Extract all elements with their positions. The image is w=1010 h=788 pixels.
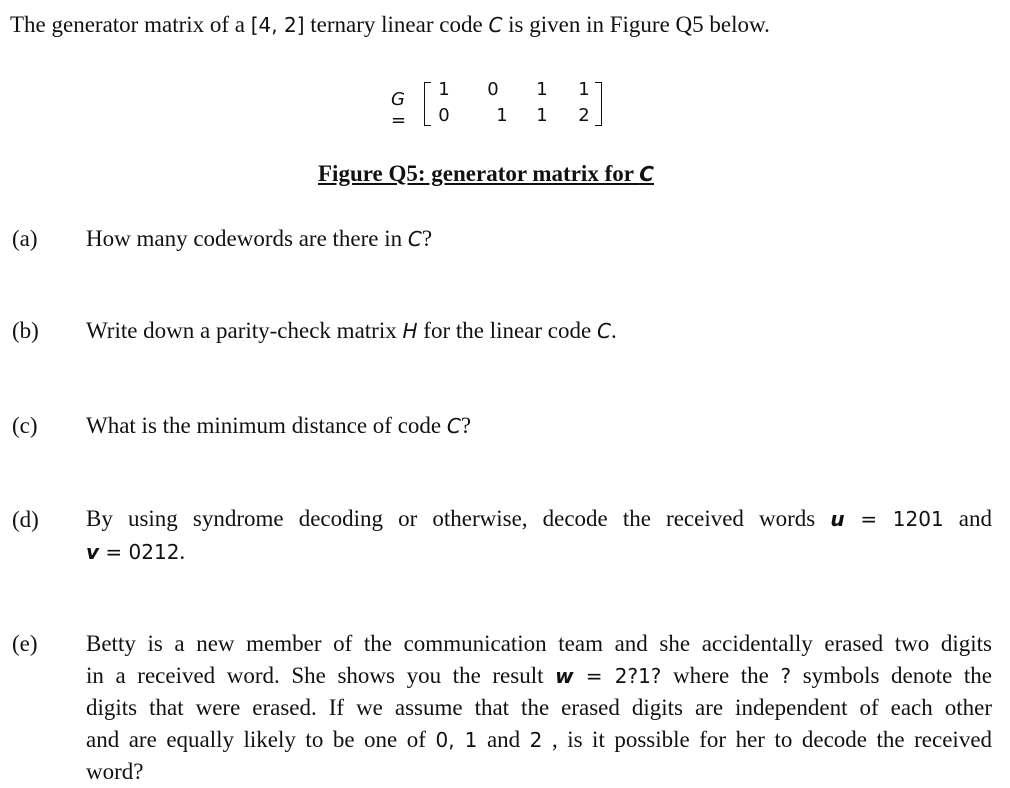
figure-caption bbox=[318, 161, 654, 187]
matrix-cell: 1 bbox=[438, 79, 450, 100]
vector-u-value: = 1201 bbox=[844, 507, 944, 531]
intro-text-c: is given in Figure Q5 below. bbox=[502, 12, 770, 37]
question-c-text: What is the minimum distance of code bbox=[86, 413, 447, 438]
question-a bbox=[86, 226, 432, 252]
code-symbol: C bbox=[488, 13, 503, 37]
matrix-right-bracket bbox=[595, 82, 602, 126]
caption-code-symbol: C bbox=[639, 162, 654, 186]
question-b-text-2: for the linear code bbox=[417, 318, 597, 343]
question-label-c: (c) bbox=[12, 413, 38, 438]
question-e-line-2 bbox=[86, 660, 992, 693]
code-symbol: C bbox=[407, 227, 422, 251]
matrix-cell: 1 bbox=[536, 79, 548, 100]
question-a-text: How many codewords are there in bbox=[86, 226, 408, 251]
question-label-d: (d) bbox=[12, 507, 39, 532]
question-b bbox=[86, 318, 617, 344]
vector-w: w bbox=[555, 663, 574, 688]
erasure-symbol: ? bbox=[780, 663, 792, 688]
question-label-e: (e) bbox=[12, 631, 38, 656]
vector-w-value: = 2?1? bbox=[573, 663, 662, 688]
digit-two: 2 bbox=[529, 727, 543, 752]
matrix-left-bracket bbox=[424, 82, 431, 126]
question-e-text-f: , is it possible for her to decode the received bbox=[551, 726, 993, 752]
matrix-label-text: G = bbox=[391, 89, 407, 131]
matrix-cell: 1 bbox=[536, 105, 548, 126]
question-e-text-e: and bbox=[486, 726, 530, 752]
question-d bbox=[86, 503, 992, 568]
question-e bbox=[86, 628, 992, 788]
question-label-b: (b) bbox=[12, 318, 39, 343]
matrix-label bbox=[391, 89, 406, 131]
question-e-line-1: Betty is a new member of the communication team and she accidentally erased two digits bbox=[86, 631, 992, 656]
question-e-text-c: symbols denote the bbox=[802, 662, 993, 688]
matrix-h-symbol: H bbox=[402, 319, 418, 343]
question-e-text-b: where the bbox=[673, 662, 781, 688]
vector-v: v bbox=[86, 539, 100, 564]
caption-text: Figure Q5: generator matrix for bbox=[318, 161, 640, 186]
intro-sentence bbox=[10, 12, 770, 38]
code-symbol: C bbox=[596, 319, 611, 343]
intro-text-a: The generator matrix of a bbox=[10, 12, 251, 37]
question-d-and: and bbox=[943, 506, 992, 531]
vector-v-value: = 0212 bbox=[99, 539, 180, 564]
intro-text-b: ternary linear code bbox=[304, 12, 489, 37]
matrix-cell: 1 bbox=[578, 79, 590, 100]
matrix-cell: 0 bbox=[487, 79, 499, 100]
question-d-line-2 bbox=[86, 536, 992, 569]
question-label-a: (a) bbox=[12, 226, 38, 251]
matrix-cell: 2 bbox=[578, 105, 590, 126]
question-e-line-4 bbox=[86, 724, 992, 757]
question-e-line-5: word? bbox=[86, 759, 144, 784]
question-e-text-d: and are equally likely to be one of bbox=[86, 726, 436, 752]
question-c-end: ? bbox=[460, 413, 472, 438]
question-e-text-a: in a received word. She shows you the result bbox=[86, 662, 556, 688]
question-c bbox=[86, 413, 471, 439]
vector-u: u bbox=[830, 507, 845, 531]
question-e-line-3: digits that were erased. If we assume that the erased digits are independent of each other bbox=[86, 695, 992, 720]
question-b-text: Write down a parity-check matrix bbox=[86, 318, 403, 343]
code-symbol: C bbox=[446, 414, 461, 438]
code-params: [4, 2] bbox=[250, 13, 305, 37]
digit-set: 0, 1 bbox=[435, 727, 478, 752]
question-d-end: . bbox=[179, 538, 186, 564]
question-b-end: . bbox=[610, 318, 617, 343]
question-a-end: ? bbox=[421, 226, 433, 251]
matrix-cell: 1 bbox=[496, 105, 508, 126]
question-d-line-1 bbox=[86, 503, 992, 536]
question-d-text: By using syndrome decoding or otherwise, decode the received words bbox=[86, 506, 831, 531]
matrix-cell: 0 bbox=[438, 105, 450, 126]
